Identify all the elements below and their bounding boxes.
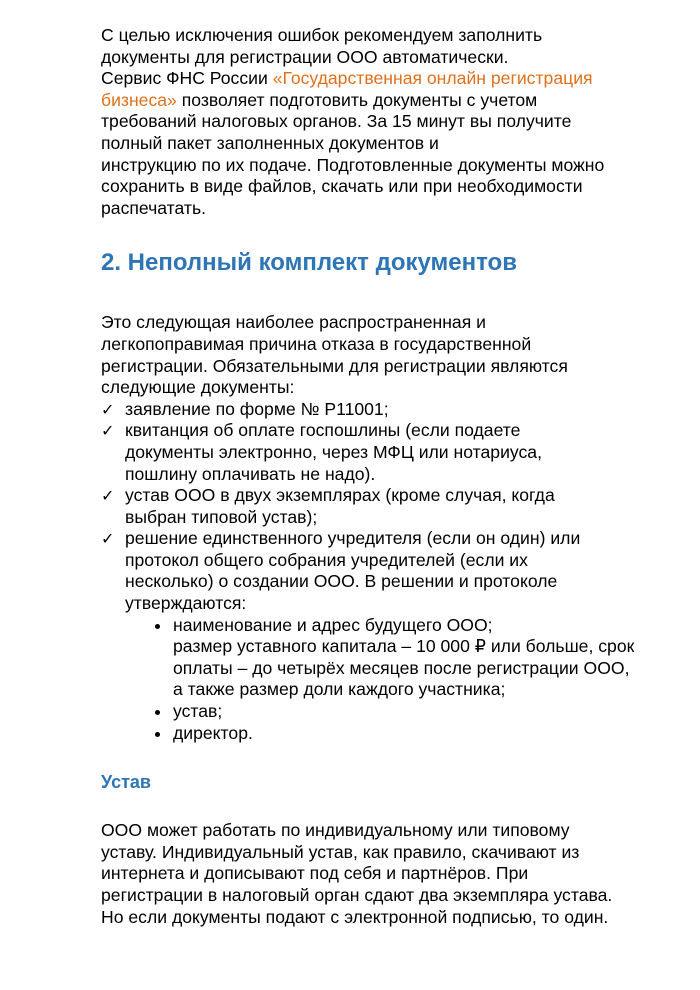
list-item-line: выбран типовой устав);: [125, 506, 318, 527]
bullet-icon: [155, 624, 160, 629]
bullet-icon: [155, 710, 160, 715]
service-suffix: позволяет подготовить документы с учетом: [176, 89, 538, 110]
intro-service-line: [101, 68, 661, 90]
ustav-heading: Устав: [101, 772, 151, 793]
list-item-line: заявление по форме № Р11001;: [125, 398, 389, 419]
list-item-line: пошлину оплачивать не надо).: [125, 463, 376, 484]
checkmark-icon: ✓: [101, 399, 115, 419]
list-item-line: решение единственного учредителя (если он один) или: [125, 528, 581, 549]
intro-tail-line-3: инструкцию по их подаче. Подготовленные документы можно: [101, 154, 605, 175]
approved-items-list: [149, 615, 661, 745]
service-link[interactable]: «Государственная онлайн регистрация: [272, 68, 593, 89]
list-item-line: протокол общего собрания учредителей (если их: [125, 549, 528, 570]
list-item-line: директор.: [173, 722, 253, 743]
list-item-line: наименование и адрес будущего ООО;: [173, 614, 493, 635]
list-item-line: несколько) о создании ООО. В решении и протоколе: [125, 571, 558, 592]
service-link-continued[interactable]: бизнеса»: [101, 89, 177, 110]
ustav-paragraph: [101, 820, 661, 928]
intro-line-1: С целью исключения ошибок рекомендуем заполнить: [101, 25, 543, 45]
list-item-line: оплаты – до четырёх месяцев после регистрации ООО,: [173, 657, 630, 678]
intro-tail-line-1: требований налоговых органов. За 15 минут вы получите: [101, 111, 572, 132]
list-item: [149, 615, 661, 701]
list-item: [101, 399, 661, 421]
ustav-line: уставу. Индивидуальный устав, как правило, скачивают из: [101, 841, 580, 862]
intro-paragraph: [101, 25, 661, 219]
list-item-line: квитанция об оплате госпошлины (если подаете: [125, 420, 521, 441]
list-item-line: а также размер доли каждого участника;: [173, 679, 506, 700]
list-item: [101, 420, 661, 485]
bullet-icon: [155, 732, 160, 737]
section-2-intro-line: легкопоправимая причина отказа в государственной: [101, 333, 532, 354]
ustav-line: интернета и дописывают под себя и партнёров. При: [101, 863, 529, 884]
list-item-line: документы электронно, через МФЦ или нотариуса,: [125, 441, 542, 462]
section-2-intro: [101, 312, 661, 398]
section-2-intro-line: следующие документы:: [101, 377, 295, 398]
intro-line-2: документы для регистрации ООО автоматически.: [101, 46, 509, 67]
ustav-line: Но если документы подают с электронной подписью, то один.: [101, 906, 609, 927]
list-item-line: устав;: [173, 701, 223, 722]
list-item-line: устав ООО в двух экземплярах (кроме случая, когда: [125, 485, 555, 506]
ustav-line: регистрации в налоговый орган сдают два экземпляра устава.: [101, 885, 613, 905]
required-documents-list: [101, 399, 661, 745]
list-item: [149, 701, 661, 723]
intro-tail-line-2: полный пакет заполненных документов и: [101, 132, 439, 153]
intro-tail-line-4: сохранить в виде файлов, скачать или при необходимости: [101, 176, 583, 197]
list-item-line: размер уставного капитала – 10 000 ₽ или больше, срок: [173, 636, 635, 657]
checkmark-icon: ✓: [101, 421, 115, 441]
ustav-line: ООО может работать по индивидуальному или типовому: [101, 820, 570, 841]
intro-tail-line-5: распечатать.: [101, 197, 207, 218]
list-item: [101, 485, 661, 528]
list-item: [149, 723, 661, 745]
checkmark-icon: ✓: [101, 486, 115, 506]
service-prefix: Сервис ФНС России: [101, 68, 273, 89]
section-2-heading: 2. Неполный комплект документов: [101, 249, 517, 277]
section-2-intro-line: регистрации. Обязательными для регистрации являются: [101, 355, 568, 376]
intro-service-line-2: [101, 90, 661, 112]
section-2-intro-line: Это следующая наиболее распространенная и: [101, 312, 486, 333]
list-item: [101, 528, 661, 744]
list-item-line: утверждаются:: [125, 593, 247, 614]
checkmark-icon: ✓: [101, 529, 115, 549]
document-page: [101, 25, 661, 928]
